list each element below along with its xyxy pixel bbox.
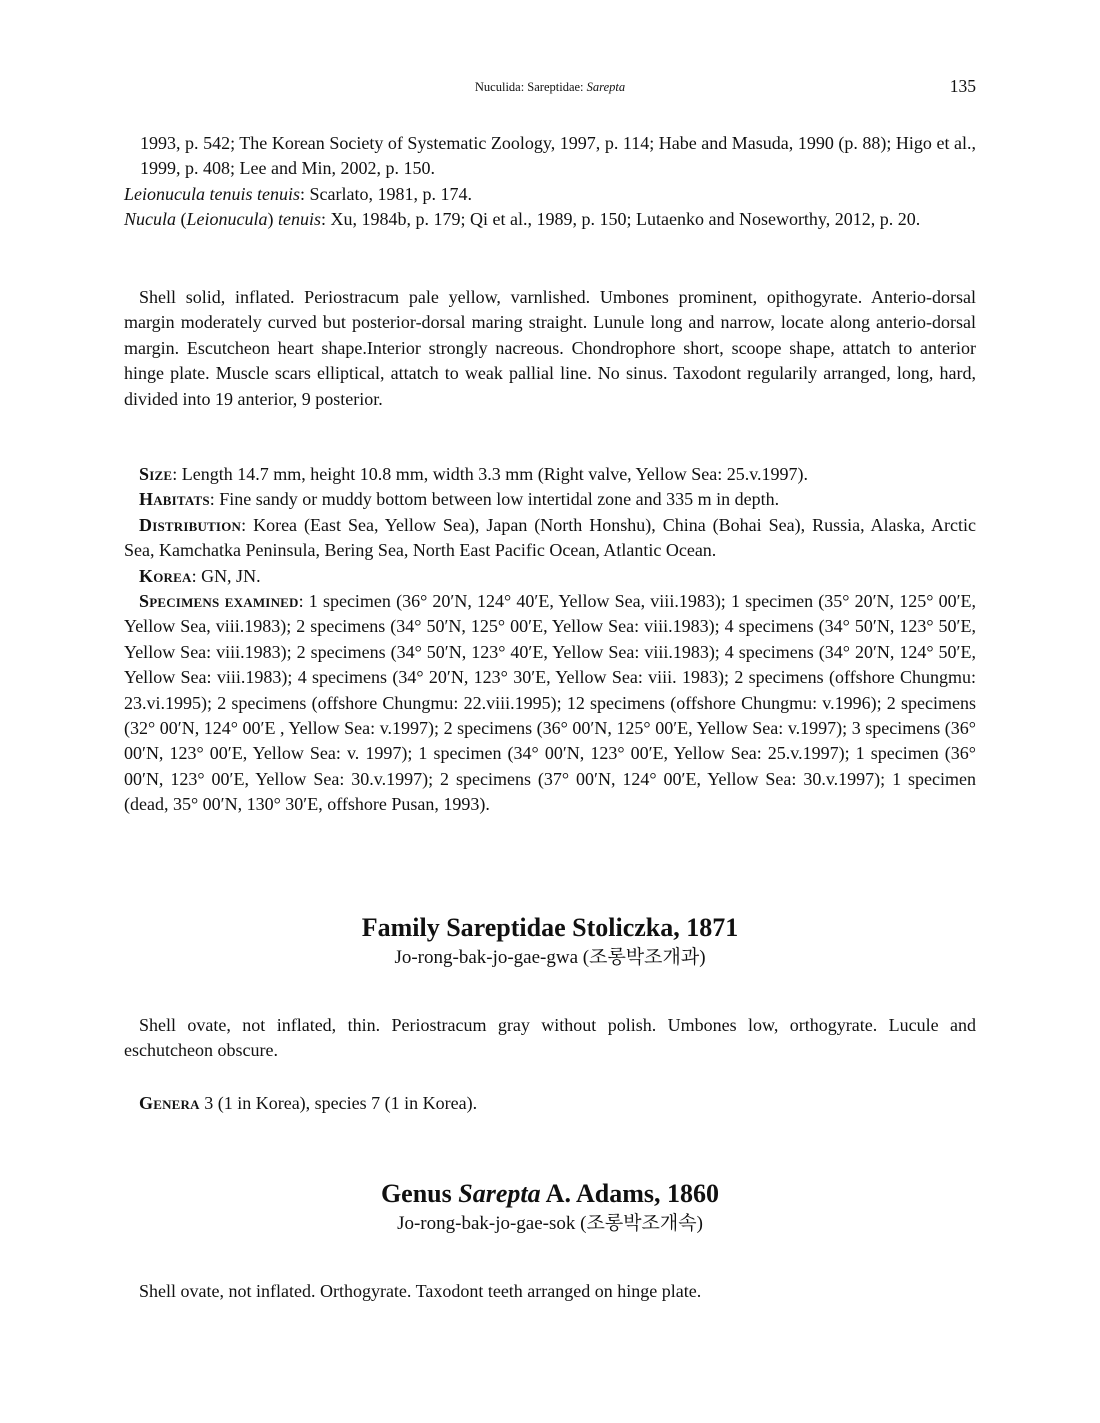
running-title: Nuculida: Sareptidae: Sarepta bbox=[474, 80, 626, 94]
family-description-paragraph: Shell ovate, not inflated, thin. Periostracum gray without polish. Umbones low, orthogyrate. Lucule and eschutcheon obscure. bbox=[124, 1015, 976, 1061]
running-head bbox=[124, 76, 976, 98]
size-label: Size bbox=[139, 464, 173, 484]
korea-record: Korea: GN, JN. bbox=[139, 565, 261, 586]
specimens-label: Specimens examined bbox=[139, 591, 299, 612]
family-description bbox=[124, 1013, 976, 1064]
genera-label: Genera bbox=[139, 1093, 200, 1113]
genus-title: Genus Sarepta A. Adams, 1860 bbox=[380, 1179, 720, 1208]
running-title-genus: Sarepta bbox=[586, 80, 626, 94]
habitats-label: Habitats bbox=[139, 489, 210, 510]
species-records bbox=[124, 462, 976, 818]
genus-heading bbox=[124, 1179, 976, 1239]
genus-name: Sarepta bbox=[458, 1179, 541, 1208]
family-title: Family Sareptidae Stoliczka, 1871 bbox=[361, 913, 739, 942]
synonymy-continuation: 1993, p. 542; The Korean Society of Systematic Zoology, 1997, p. 114; Habe and Masuda, 1990 (p. 88); Higo et al., 1999, p. 408; Lee and Min, 2002, p. 150. bbox=[140, 133, 976, 179]
family-heading bbox=[124, 913, 976, 973]
habitats-record: Habitats: Fine sandy or muddy bottom between low intertidal zone and 335 m in depth. bbox=[139, 489, 780, 510]
genus-description-paragraph: Shell ovate, not inflated. Orthogyrate. Taxodont teeth arranged on hinge plate. bbox=[139, 1281, 702, 1301]
distribution-record: Distribution: Korea (East Sea, Yellow Sea), Japan (North Honshu), China (Bohai Sea), Russia, Alaska, Arctic Sea, Kamchatka Peninsula, Bering Sea, North East Pacific Ocean, Atlantic Ocean. bbox=[124, 514, 976, 561]
genera-record: Genera 3 (1 in Korea), species 7 (1 in Korea). bbox=[139, 1093, 478, 1113]
family-korean-name: Jo-rong-bak-jo-gae-gwa (조롱박조개과) bbox=[394, 947, 706, 968]
family-genera bbox=[124, 1091, 976, 1116]
genus-description bbox=[124, 1279, 976, 1304]
genus-korean-name: Jo-rong-bak-jo-gae-sok (조롱박조개속) bbox=[397, 1213, 703, 1234]
description-paragraph: Shell solid, inflated. Periostracum pale yellow, varnlished. Umbones prominent, opithogyrate. Anterio-dorsal margin moderately curved but posterior-dorsal maring straight. Lunule long and narrow, locate along anterio-dorsal margin. Escutcheon heart shape.Interior strongly nacreous. Chondrophore short, scoope shape, attatch to anterior hinge plate. Muscle scars elliptical, attatch to weak pallial line. No sinus. Taxodont regularily arranged, long, hard, divided into 19 anterior, 9 posterior. bbox=[124, 287, 976, 409]
korea-label: Korea bbox=[139, 565, 192, 586]
synonymy-entry: Leionucula tenuis tenuis: Scarlato, 1981, p. 174. bbox=[124, 183, 472, 204]
distribution-label: Distribution bbox=[139, 514, 242, 535]
synonymy-entry: Nucula (Leionucula) tenuis: Xu, 1984b, p. 179; Qi et al., 1989, p. 150; Lutaenko and Noseworthy, 2012, p. 20. bbox=[124, 209, 921, 230]
species-description bbox=[124, 285, 976, 412]
synonymy-list bbox=[124, 131, 976, 233]
specimens-record: Specimens examined: 1 specimen (36° 20′N, 124° 40′E, Yellow Sea, viii.1983); 1 specimen (35° 20′N, 125° 00′E, Yellow Sea, viii.1983); 2 specimens (34° 50′N, 125° 00′E, Yellow Sea: viii.1983); 4 specimens (34° 50′N, 123° 50′E, Yellow Sea: viii.1983); 2 specimens (34° 50′N, 123° 40′E, Yellow Sea: viii.1983); 4 specimens (34° 20′N, 124° 50′E, Yellow Sea: viii.1983); 4 specimens (34° 20′N, 123° 30′E, Yellow Sea: viii. 1983); 2 specimens (offshore Chungmu: 23.vi.1995); 2 specimens (offshore Chungmu: 22.viii.1995); 12 specimens (offshore Chungmu: v.1996); 2 specimens (32° 00′N, 124° 00′E , Yellow Sea: v.1997); 2 specimens (36° 00′N, 125° 00′E, Yellow Sea: v.1997); 3 specimens (36° 00′N, 123° 00′E, Yellow Sea: v. 1997); 1 specimen (34° 00′N, 123° 00′E, Yellow Sea: 25.v.1997); 1 specimen (36° 00′N, 123° 00′E, Yellow Sea: 30.v.1997); 2 specimens (37° 00′N, 124° 00′E, Yellow Sea: 30.v.1997); 1 specimen (dead, 35° 00′N, 130° 30′E, offshore Pusan, 1993). bbox=[124, 591, 977, 815]
page-number: 135 bbox=[949, 76, 976, 96]
size-record: Size: Length 14.7 mm, height 10.8 mm, width 3.3 mm (Right valve, Yellow Sea: 25.v.1997). bbox=[139, 464, 809, 484]
